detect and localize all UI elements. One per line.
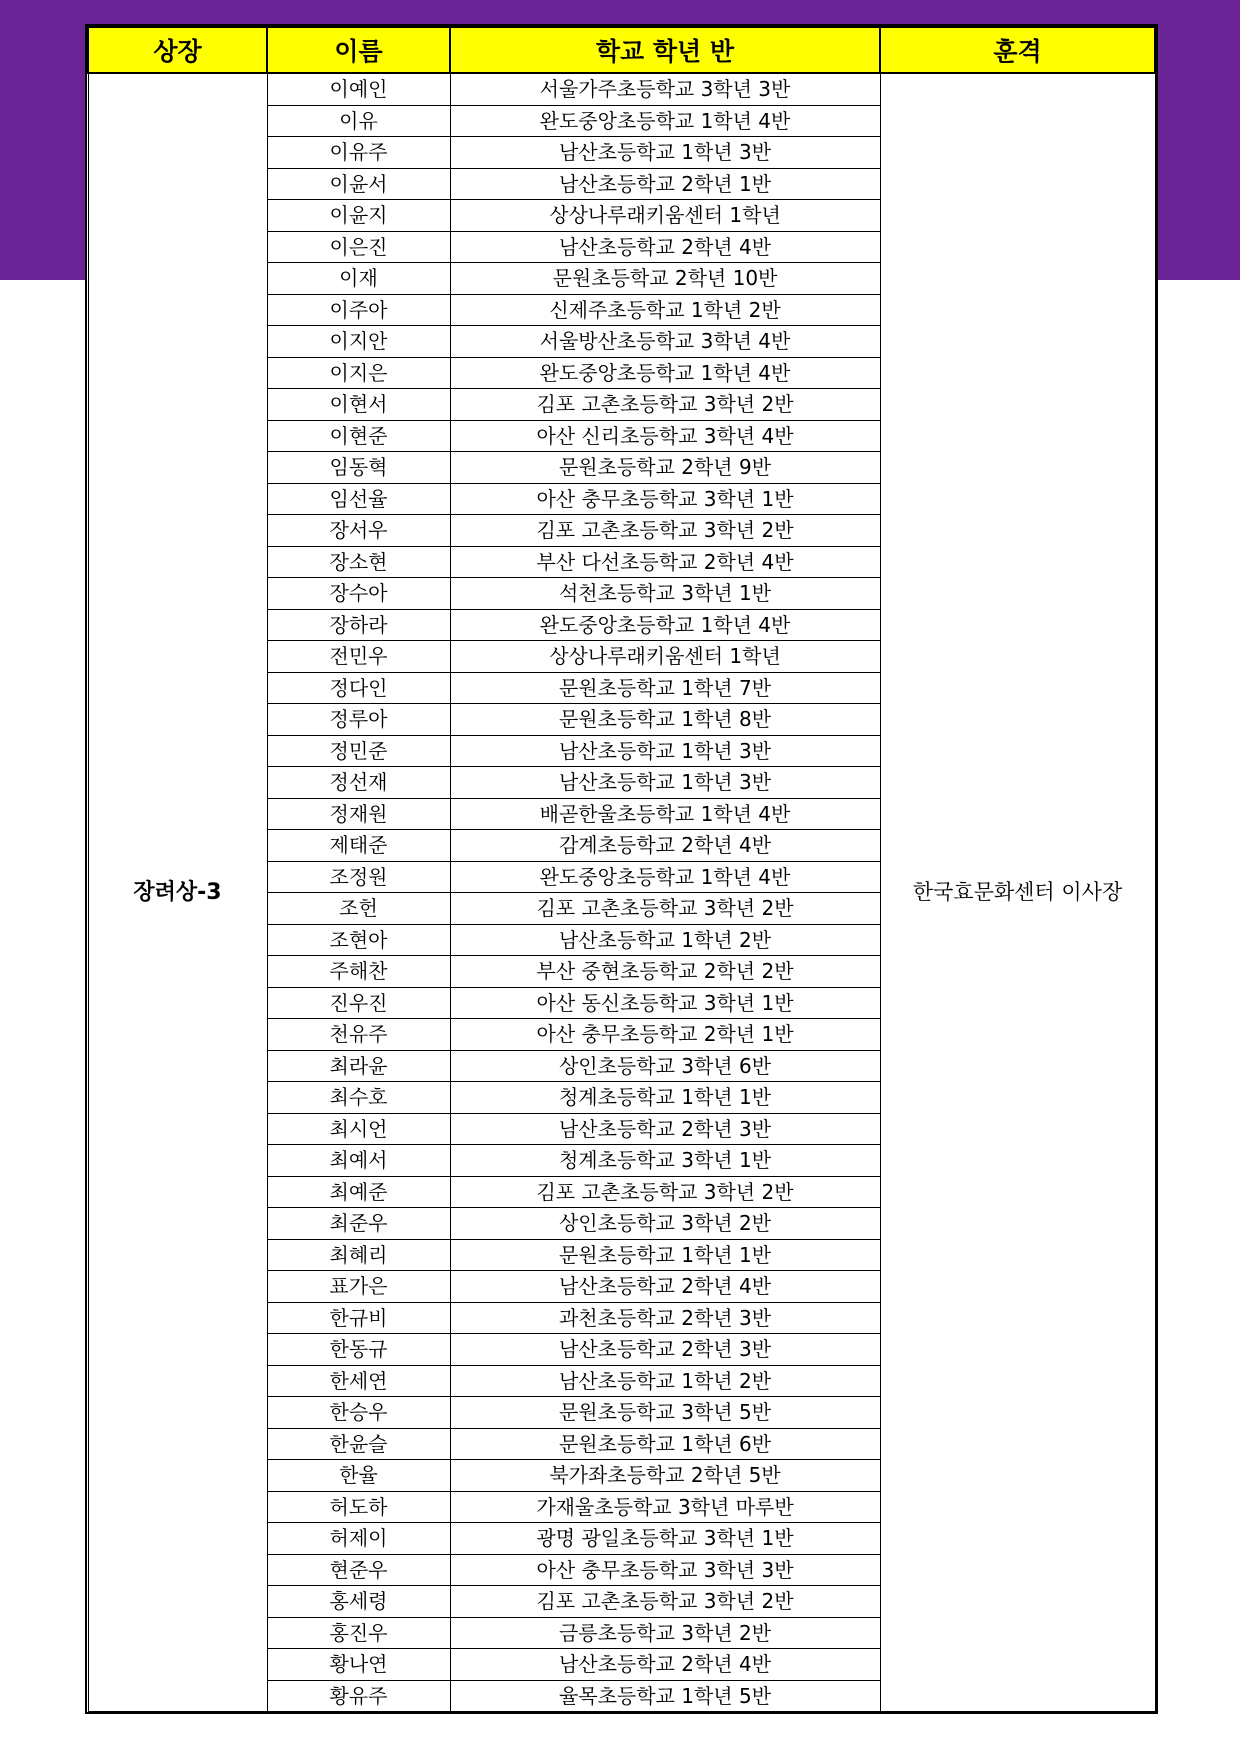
school-grade-class-cell: 청계초등학교 3학년 1반: [450, 1145, 880, 1177]
student-name-cell: 조현아: [267, 924, 450, 956]
student-name-cell: 최예서: [267, 1145, 450, 1177]
student-name-cell: 최준우: [267, 1208, 450, 1240]
student-name-cell: 장수아: [267, 578, 450, 610]
student-name-cell: 허도하: [267, 1491, 450, 1523]
school-grade-class-cell: 남산초등학교 2학년 3반: [450, 1334, 880, 1366]
award-table: [87, 26, 1156, 1712]
school-grade-class-cell: 율목초등학교 1학년 5반: [450, 1680, 880, 1712]
school-grade-class-cell: 청계초등학교 1학년 1반: [450, 1082, 880, 1114]
student-name-cell: 진우진: [267, 987, 450, 1019]
school-grade-class-cell: 남산초등학교 1학년 2반: [450, 924, 880, 956]
school-grade-class-cell: 남산초등학교 1학년 3반: [450, 137, 880, 169]
header-name: 이름: [267, 27, 450, 73]
school-grade-class-cell: 완도중앙초등학교 1학년 4반: [450, 105, 880, 137]
school-grade-class-cell: 상상나루래키움센터 1학년: [450, 200, 880, 232]
school-grade-class-cell: 남산초등학교 1학년 3반: [450, 767, 880, 799]
school-grade-class-cell: 남산초등학교 2학년 4반: [450, 1271, 880, 1303]
student-name-cell: 한세연: [267, 1365, 450, 1397]
student-name-cell: 최혜리: [267, 1239, 450, 1271]
school-grade-class-cell: 완도중앙초등학교 1학년 4반: [450, 609, 880, 641]
school-grade-class-cell: 배곧한울초등학교 1학년 4반: [450, 798, 880, 830]
school-grade-class-cell: 상인초등학교 3학년 6반: [450, 1050, 880, 1082]
student-name-cell: 한율: [267, 1460, 450, 1492]
award-name-cell: 장려상-3: [88, 73, 267, 1712]
student-name-cell: 홍진우: [267, 1617, 450, 1649]
school-grade-class-cell: 남산초등학교 2학년 4반: [450, 1649, 880, 1681]
conferrer-cell: 한국효문화센터 이사장: [880, 73, 1155, 1712]
table-row: [88, 73, 1155, 105]
school-grade-class-cell: 김포 고촌초등학교 3학년 2반: [450, 389, 880, 421]
student-name-cell: 현준우: [267, 1554, 450, 1586]
student-name-cell: 황나연: [267, 1649, 450, 1681]
student-name-cell: 홍세령: [267, 1586, 450, 1618]
school-grade-class-cell: 문원초등학교 1학년 8반: [450, 704, 880, 736]
school-grade-class-cell: 아산 동신초등학교 3학년 1반: [450, 987, 880, 1019]
student-name-cell: 장하라: [267, 609, 450, 641]
school-grade-class-cell: 서울가주초등학교 3학년 3반: [450, 73, 880, 105]
student-name-cell: 제태준: [267, 830, 450, 862]
school-grade-class-cell: 아산 충무초등학교 2학년 1반: [450, 1019, 880, 1051]
school-grade-class-cell: 상상나루래키움센터 1학년: [450, 641, 880, 673]
school-grade-class-cell: 문원초등학교 2학년 10반: [450, 263, 880, 295]
school-grade-class-cell: 아산 신리초등학교 3학년 4반: [450, 420, 880, 452]
school-grade-class-cell: 김포 고촌초등학교 3학년 2반: [450, 893, 880, 925]
school-grade-class-cell: 남산초등학교 2학년 3반: [450, 1113, 880, 1145]
table-body: [88, 73, 1155, 1712]
student-name-cell: 한윤슬: [267, 1428, 450, 1460]
student-name-cell: 정재원: [267, 798, 450, 830]
student-name-cell: 전민우: [267, 641, 450, 673]
student-name-cell: 이윤지: [267, 200, 450, 232]
school-grade-class-cell: 문원초등학교 3학년 5반: [450, 1397, 880, 1429]
student-name-cell: 조헌: [267, 893, 450, 925]
student-name-cell: 최라윤: [267, 1050, 450, 1082]
student-name-cell: 이유주: [267, 137, 450, 169]
student-name-cell: 천유주: [267, 1019, 450, 1051]
student-name-cell: 최시언: [267, 1113, 450, 1145]
student-name-cell: 이은진: [267, 231, 450, 263]
school-grade-class-cell: 부산 중현초등학교 2학년 2반: [450, 956, 880, 988]
school-grade-class-cell: 남산초등학교 2학년 1반: [450, 168, 880, 200]
student-name-cell: 한동규: [267, 1334, 450, 1366]
student-name-cell: 정다인: [267, 672, 450, 704]
school-grade-class-cell: 광명 광일초등학교 3학년 1반: [450, 1523, 880, 1555]
school-grade-class-cell: 김포 고촌초등학교 3학년 2반: [450, 1176, 880, 1208]
student-name-cell: 이지은: [267, 357, 450, 389]
student-name-cell: 표가은: [267, 1271, 450, 1303]
school-grade-class-cell: 남산초등학교 2학년 4반: [450, 231, 880, 263]
student-name-cell: 한승우: [267, 1397, 450, 1429]
student-name-cell: 이유: [267, 105, 450, 137]
student-name-cell: 정민준: [267, 735, 450, 767]
school-grade-class-cell: 문원초등학교 1학년 7반: [450, 672, 880, 704]
school-grade-class-cell: 문원초등학교 1학년 1반: [450, 1239, 880, 1271]
student-name-cell: 최예준: [267, 1176, 450, 1208]
school-grade-class-cell: 김포 고촌초등학교 3학년 2반: [450, 515, 880, 547]
student-name-cell: 이주아: [267, 294, 450, 326]
school-grade-class-cell: 아산 충무초등학교 3학년 3반: [450, 1554, 880, 1586]
header-conferrer: 훈격: [880, 27, 1155, 73]
table-header-row: [88, 27, 1155, 73]
student-name-cell: 이현서: [267, 389, 450, 421]
student-name-cell: 최수호: [267, 1082, 450, 1114]
school-grade-class-cell: 문원초등학교 2학년 9반: [450, 452, 880, 484]
school-grade-class-cell: 아산 충무초등학교 3학년 1반: [450, 483, 880, 515]
school-grade-class-cell: 신제주초등학교 1학년 2반: [450, 294, 880, 326]
school-grade-class-cell: 문원초등학교 1학년 6반: [450, 1428, 880, 1460]
student-name-cell: 한규비: [267, 1302, 450, 1334]
school-grade-class-cell: 서울방산초등학교 3학년 4반: [450, 326, 880, 358]
school-grade-class-cell: 완도중앙초등학교 1학년 4반: [450, 861, 880, 893]
student-name-cell: 이예인: [267, 73, 450, 105]
school-grade-class-cell: 금릉초등학교 3학년 2반: [450, 1617, 880, 1649]
school-grade-class-cell: 상인초등학교 3학년 2반: [450, 1208, 880, 1240]
student-name-cell: 이재: [267, 263, 450, 295]
school-grade-class-cell: 북가좌초등학교 2학년 5반: [450, 1460, 880, 1492]
school-grade-class-cell: 남산초등학교 1학년 3반: [450, 735, 880, 767]
student-name-cell: 장소현: [267, 546, 450, 578]
student-name-cell: 허제이: [267, 1523, 450, 1555]
student-name-cell: 이윤서: [267, 168, 450, 200]
student-name-cell: 황유주: [267, 1680, 450, 1712]
school-grade-class-cell: 감계초등학교 2학년 4반: [450, 830, 880, 862]
student-name-cell: 이현준: [267, 420, 450, 452]
student-name-cell: 조정원: [267, 861, 450, 893]
school-grade-class-cell: 부산 다선초등학교 2학년 4반: [450, 546, 880, 578]
school-grade-class-cell: 가재울초등학교 3학년 마루반: [450, 1491, 880, 1523]
student-name-cell: 정루아: [267, 704, 450, 736]
student-name-cell: 주해찬: [267, 956, 450, 988]
student-name-cell: 임동혁: [267, 452, 450, 484]
student-name-cell: 임선율: [267, 483, 450, 515]
school-grade-class-cell: 석천초등학교 3학년 1반: [450, 578, 880, 610]
school-grade-class-cell: 김포 고촌초등학교 3학년 2반: [450, 1586, 880, 1618]
student-name-cell: 정선재: [267, 767, 450, 799]
student-name-cell: 이지안: [267, 326, 450, 358]
school-grade-class-cell: 남산초등학교 1학년 2반: [450, 1365, 880, 1397]
header-award: 상장: [88, 27, 267, 73]
header-school: 학교 학년 반: [450, 27, 880, 73]
school-grade-class-cell: 완도중앙초등학교 1학년 4반: [450, 357, 880, 389]
school-grade-class-cell: 과천초등학교 2학년 3반: [450, 1302, 880, 1334]
student-name-cell: 장서우: [267, 515, 450, 547]
